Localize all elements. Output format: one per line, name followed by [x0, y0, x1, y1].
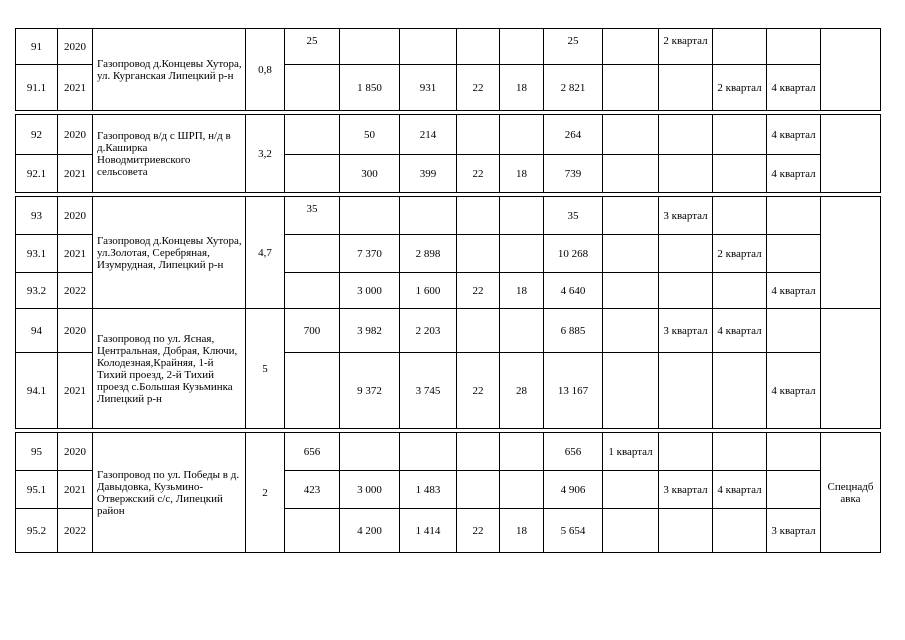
- cell-q2: 3 квартал: [659, 197, 713, 235]
- note-cell: [821, 115, 881, 193]
- row-number: 95.1: [16, 471, 58, 509]
- cell-c9: [500, 471, 544, 509]
- row-year: 2021: [58, 235, 93, 273]
- cell-c9: 18: [500, 65, 544, 111]
- cell-total: 5 654: [544, 509, 603, 553]
- cell-total: 4 906: [544, 471, 603, 509]
- cell-c8: [457, 309, 500, 353]
- cell-q4: 4 квартал: [767, 115, 821, 155]
- cell-c5: [285, 509, 340, 553]
- cell-q2: 3 квартал: [659, 309, 713, 353]
- row-year: 2022: [58, 273, 93, 309]
- cell-c8: 22: [457, 509, 500, 553]
- cell-q2: [659, 353, 713, 429]
- cell-q1: [603, 197, 659, 235]
- table-row: [16, 433, 881, 471]
- cell-q1: [603, 115, 659, 155]
- table-row: [16, 115, 881, 155]
- cell-q1: 1 квартал: [603, 433, 659, 471]
- cell-c8: [457, 197, 500, 235]
- cell-c7: 1 483: [400, 471, 457, 509]
- object-name: Газопровод по ул. Ясная, Центральная, Добрая, Ключи, Колодезная,Крайняя, 1-й Тихий проезд, 2-й Тихий проезд с.Большая Кузьминка Липецкий р-н: [93, 309, 246, 429]
- cell-q1: [603, 65, 659, 111]
- row-number: 93: [16, 197, 58, 235]
- cell-c5: 25: [285, 29, 340, 65]
- cell-q2: 3 квартал: [659, 471, 713, 509]
- cell-total: 35: [544, 197, 603, 235]
- cell-total: 264: [544, 115, 603, 155]
- cell-c6: 1 850: [340, 65, 400, 111]
- cell-c6: 300: [340, 155, 400, 193]
- cell-c5: [285, 65, 340, 111]
- cell-c7: 399: [400, 155, 457, 193]
- object-name: Газопровод д.Концевы Хутора, ул.Золотая, Серебряная, Изумрудная, Липецкий р-н: [93, 197, 246, 309]
- cell-c9: [500, 309, 544, 353]
- cell-total: 656: [544, 433, 603, 471]
- cell-q2: [659, 509, 713, 553]
- cell-q3: [713, 115, 767, 155]
- length-km: 2: [246, 433, 285, 553]
- cell-c7: 1 414: [400, 509, 457, 553]
- row-year: 2021: [58, 155, 93, 193]
- cell-c8: 22: [457, 273, 500, 309]
- cell-c7: 931: [400, 65, 457, 111]
- cell-q1: [603, 471, 659, 509]
- cell-c5: 700: [285, 309, 340, 353]
- cell-q4: [767, 29, 821, 65]
- cell-q3: [713, 197, 767, 235]
- cell-c7: [400, 29, 457, 65]
- cell-c8: [457, 471, 500, 509]
- cell-c8: [457, 235, 500, 273]
- cell-q1: [603, 29, 659, 65]
- cell-q1: [603, 235, 659, 273]
- cell-c7: 3 745: [400, 353, 457, 429]
- cell-total: 2 821: [544, 65, 603, 111]
- cell-c5: [285, 155, 340, 193]
- row-year: 2021: [58, 65, 93, 111]
- cell-q1: [603, 309, 659, 353]
- row-year: 2020: [58, 197, 93, 235]
- cell-q4: [767, 309, 821, 353]
- row-number: 94: [16, 309, 58, 353]
- cell-c5: [285, 273, 340, 309]
- cell-c8: [457, 433, 500, 471]
- cell-c6: 3 000: [340, 273, 400, 309]
- cell-c9: 18: [500, 509, 544, 553]
- row-year: 2022: [58, 509, 93, 553]
- row-number: 95: [16, 433, 58, 471]
- length-km: 5: [246, 309, 285, 429]
- cell-q4: [767, 197, 821, 235]
- cell-c6: [340, 433, 400, 471]
- cell-c5: [285, 235, 340, 273]
- cell-c8: 22: [457, 155, 500, 193]
- cell-c6: 7 370: [340, 235, 400, 273]
- cell-q2: [659, 155, 713, 193]
- note-cell: [821, 197, 881, 309]
- row-year: 2020: [58, 29, 93, 65]
- table-row: [16, 197, 881, 235]
- project-table: [15, 28, 881, 553]
- cell-c8: [457, 29, 500, 65]
- cell-q3: [713, 509, 767, 553]
- length-km: 4,7: [246, 197, 285, 309]
- cell-c7: [400, 433, 457, 471]
- cell-q4: 4 квартал: [767, 65, 821, 111]
- row-number: 95.2: [16, 509, 58, 553]
- note-cell: [821, 309, 881, 429]
- cell-c5: [285, 353, 340, 429]
- cell-q4: 4 квартал: [767, 273, 821, 309]
- object-name: Газопровод в/д с ШРП, н/д в д.Каширка Новодмитриевского сельсовета: [93, 115, 246, 193]
- cell-c5: 656: [285, 433, 340, 471]
- object-name: Газопровод д.Концевы Хутора, ул. Курганская Липецкий р-н: [93, 29, 246, 111]
- cell-c6: 3 982: [340, 309, 400, 353]
- table-row: [16, 309, 881, 353]
- cell-q3: 2 квартал: [713, 65, 767, 111]
- cell-q1: [603, 155, 659, 193]
- cell-total: 6 885: [544, 309, 603, 353]
- cell-c7: 1 600: [400, 273, 457, 309]
- row-year: 2020: [58, 309, 93, 353]
- cell-c9: [500, 115, 544, 155]
- cell-c6: 3 000: [340, 471, 400, 509]
- cell-c6: 4 200: [340, 509, 400, 553]
- cell-total: 10 268: [544, 235, 603, 273]
- cell-q2: [659, 433, 713, 471]
- cell-q3: [713, 155, 767, 193]
- cell-total: 4 640: [544, 273, 603, 309]
- row-year: 2021: [58, 471, 93, 509]
- cell-total: 739: [544, 155, 603, 193]
- cell-c7: 2 898: [400, 235, 457, 273]
- cell-q3: 4 квартал: [713, 309, 767, 353]
- cell-q1: [603, 353, 659, 429]
- cell-q2: [659, 115, 713, 155]
- cell-q4: 3 квартал: [767, 509, 821, 553]
- cell-q3: [713, 353, 767, 429]
- row-number: 93.1: [16, 235, 58, 273]
- cell-q2: [659, 65, 713, 111]
- row-year: 2021: [58, 353, 93, 429]
- cell-c5: [285, 115, 340, 155]
- note-cell: Спецнадб авка: [821, 433, 881, 553]
- length-km: 3,2: [246, 115, 285, 193]
- cell-q4: [767, 471, 821, 509]
- cell-c8: 22: [457, 353, 500, 429]
- cell-q2: [659, 273, 713, 309]
- cell-total: 25: [544, 29, 603, 65]
- cell-c6: [340, 29, 400, 65]
- cell-q4: [767, 433, 821, 471]
- cell-q4: 4 квартал: [767, 155, 821, 193]
- cell-c7: [400, 197, 457, 235]
- cell-c9: 18: [500, 155, 544, 193]
- row-number: 93.2: [16, 273, 58, 309]
- row-year: 2020: [58, 433, 93, 471]
- cell-c8: 22: [457, 65, 500, 111]
- row-number: 91.1: [16, 65, 58, 111]
- cell-q3: [713, 273, 767, 309]
- note-cell: [821, 29, 881, 111]
- cell-q3: 4 квартал: [713, 471, 767, 509]
- cell-q2: [659, 235, 713, 273]
- cell-c9: [500, 29, 544, 65]
- cell-c7: 214: [400, 115, 457, 155]
- cell-c6: 50: [340, 115, 400, 155]
- row-number: 94.1: [16, 353, 58, 429]
- cell-q1: [603, 509, 659, 553]
- cell-c9: [500, 235, 544, 273]
- cell-q4: [767, 235, 821, 273]
- cell-c9: [500, 433, 544, 471]
- cell-q2: 2 квартал: [659, 29, 713, 65]
- length-km: 0,8: [246, 29, 285, 111]
- cell-q3: [713, 29, 767, 65]
- object-name: Газопровод по ул. Победы в д. Давыдовка, Кузьмино-Отвержский с/с, Липецкий район: [93, 433, 246, 553]
- row-number: 92.1: [16, 155, 58, 193]
- cell-q1: [603, 273, 659, 309]
- cell-c8: [457, 115, 500, 155]
- table-row: [16, 29, 881, 65]
- cell-c9: [500, 197, 544, 235]
- cell-c6: [340, 197, 400, 235]
- cell-c5: 423: [285, 471, 340, 509]
- row-number: 91: [16, 29, 58, 65]
- cell-c5: 35: [285, 197, 340, 235]
- cell-c9: 18: [500, 273, 544, 309]
- row-number: 92: [16, 115, 58, 155]
- cell-q3: [713, 433, 767, 471]
- cell-total: 13 167: [544, 353, 603, 429]
- cell-q4: 4 квартал: [767, 353, 821, 429]
- cell-c7: 2 203: [400, 309, 457, 353]
- cell-c9: 28: [500, 353, 544, 429]
- row-year: 2020: [58, 115, 93, 155]
- cell-c6: 9 372: [340, 353, 400, 429]
- cell-q3: 2 квартал: [713, 235, 767, 273]
